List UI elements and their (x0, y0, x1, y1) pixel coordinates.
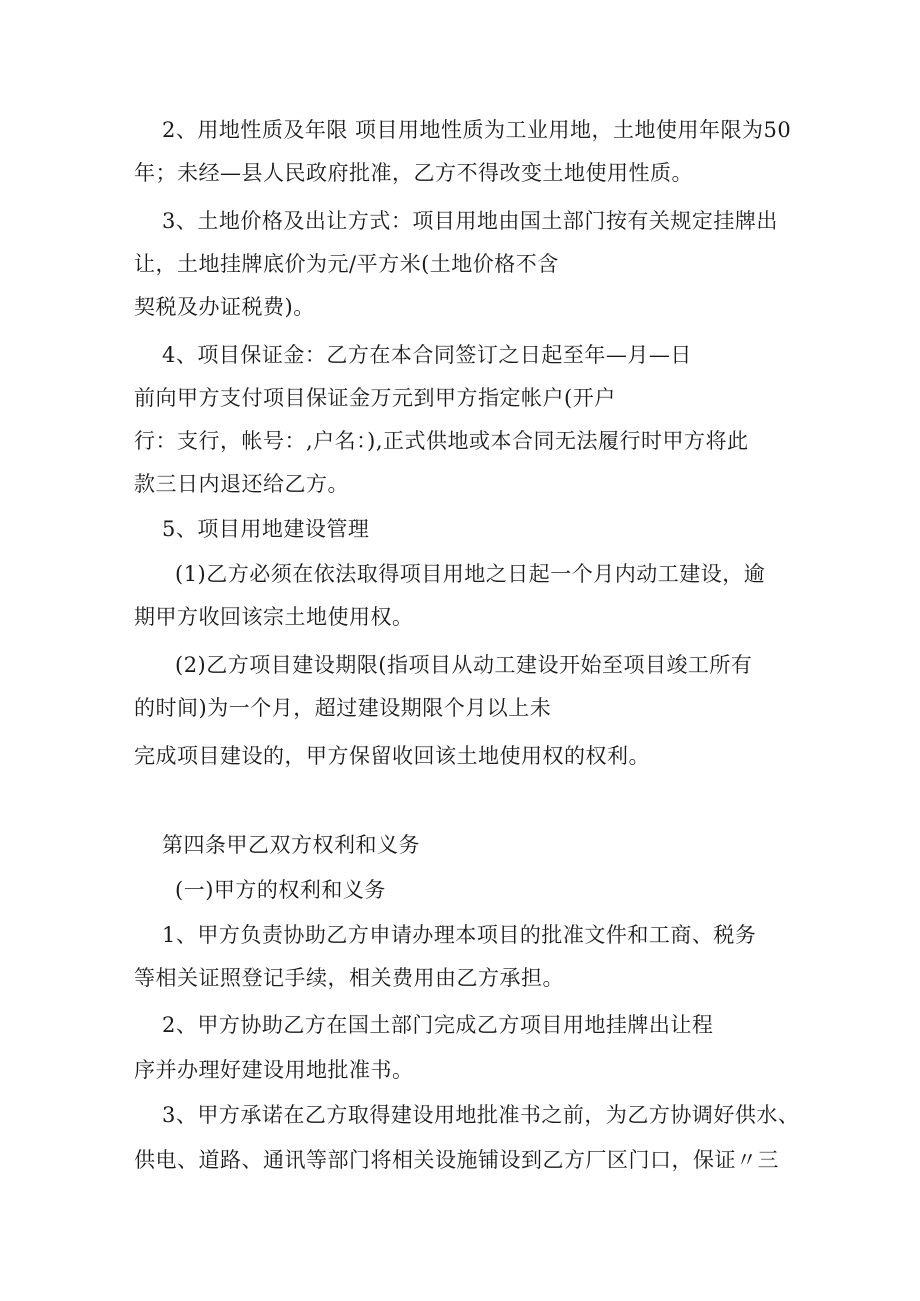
text-line: 2、甲方协助乙方在国土部门完成乙方项目用地挂牌出让程 (162, 1013, 714, 1037)
text-line: 期甲方收回该宗土地使用权。 (134, 605, 414, 629)
text-line: 款三日内退还给乙方。 (134, 472, 349, 496)
text-line: 3、土地价格及出让方式：项目用地由国土部门按有关规定挂牌出 (162, 209, 778, 233)
text-line: 让，土地挂牌底价为元/平方米(土地价格不含 (134, 252, 559, 276)
text-line: 4、项目保证金：乙方在本合同签订之日起至年—月—日 (162, 343, 692, 367)
text-line: 1、甲方负责协助乙方申请办理本项目的批准文件和工商、税务 (162, 923, 757, 947)
text-line: 年；未经—县人民政府批准，乙方不得改变土地使用性质。 (134, 161, 693, 185)
text-line: 的时间)为一个月，超过建设期限个月以上未 (134, 696, 552, 720)
text-line: 前向甲方支付项目保证金万元到甲方指定帐户(开户 (134, 386, 616, 410)
text-line: (1)乙方必须在依法取得项目用地之日起一个月内动工建设，逾 (175, 562, 766, 586)
text-line: 2、用地性质及年限 项目用地性质为工业用地，土地使用年限为50 (162, 118, 792, 142)
text-line: 序并办理好建设用地批准书。 (134, 1058, 414, 1082)
text-line: 行：支行，帐号：,户名：),正式供地或本合同无法履行时甲方将此 (134, 429, 749, 453)
text-line: 5、项目用地建设管理 (162, 517, 370, 541)
section-heading: 第四条甲乙双方权利和义务 (162, 833, 420, 857)
text-line: (2)乙方项目建设期限(指项目从动工建设开始至项目竣工所有 (175, 653, 753, 677)
text-line: 3、甲方承诺在乙方取得建设用地批准书之前，为乙方协调好供水、 (162, 1103, 800, 1127)
text-line: 契税及办证税费)。 (134, 295, 315, 319)
subsection-heading: (一)甲方的权利和义务 (175, 878, 386, 902)
text-line: 等相关证照登记手续，相关费用由乙方承担。 (134, 966, 564, 990)
text-line: 完成项目建设的，甲方保留收回该土地使用权的权利。 (134, 744, 650, 768)
text-line: 供电、道路、通讯等部门将相关设施铺设到乙方厂区门口，保证〃三 (134, 1148, 779, 1172)
